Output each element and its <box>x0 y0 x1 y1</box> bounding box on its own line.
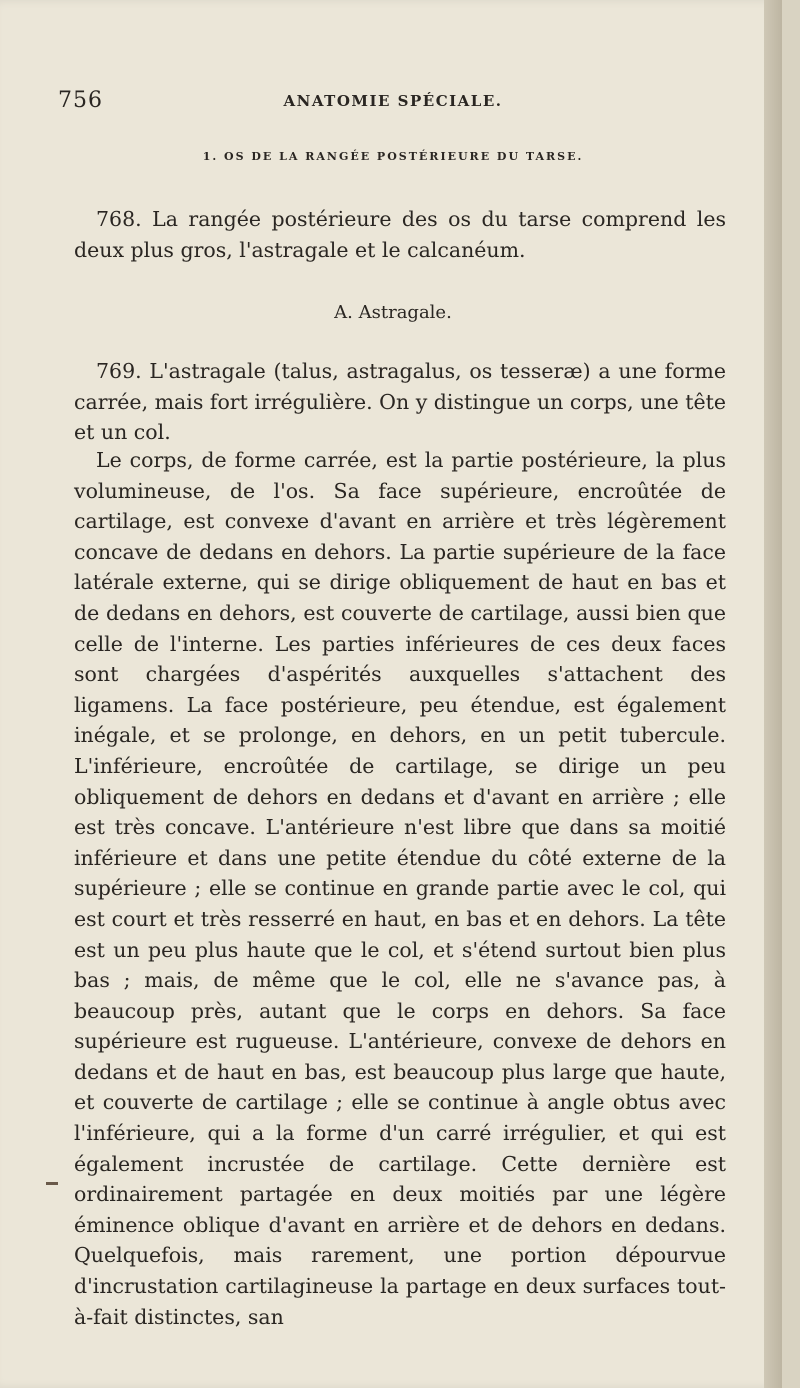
page-edge <box>764 0 782 1388</box>
page-number: 756 <box>58 88 103 113</box>
margin-mark <box>46 1182 58 1185</box>
paragraph-768: 768. La rangée postérieure des os du tarse comprend les deux plus gros, l'astragale et le calcanéum. <box>74 207 726 262</box>
subheading-astragale: A. Astragale. <box>334 302 452 323</box>
section-heading: 1. OS DE LA RANGÉE POSTÉRIEURE DU TARSE. <box>202 150 584 163</box>
running-title: ANATOMIE SPÉCIALE. <box>283 92 503 110</box>
paragraph-769: 769. L'astragale (talus, astragalus, os tesseræ) a une forme carrée, mais fort irrégulière. On y distingue un corps, une tête et un col. <box>74 359 726 445</box>
page-header <box>58 88 728 116</box>
paragraph-corps: Le corps, de forme carrée, est la partie postérieure, la plus volumineuse, de l'os. Sa face supérieure, encroûtée de cartilage, est convexe d'avant en arrière et très légèrement concave de dedans en dehors. La partie supérieure de la face latérale externe, qui se dirige obliquement de haut en bas et de dedans en dehors, est couverte de cartilage, aussi bien que celle de l'interne. Les parties inférieures de ces deux faces sont chargées d'aspérités auxquelles s'attachent des ligamens. La face postérieure, peu étendue, est également inégale, et se prolonge, en dehors, en un petit tubercule. L'inférieure, encroûtée de cartilage, se dirige un peu obliquement de dehors en dedans et d'avant en arrière ; elle est très concave. L'antérieure n'est libre que dans sa moitié inférieure et dans une petite étendue du côté externe de la supérieure ; elle se continue en grande partie avec le col, qui est court et très resserré en haut, en bas et en dehors. La tête est un peu plus haute que le col, et s'étend surtout bien plus bas ; mais, de même que le col, elle ne s'avance pas, à beaucoup près, autant que le corps en dehors. Sa face supérieure est rugueuse. L'antérieure, convexe de dehors en dedans et de haut en bas, est beaucoup plus large que haute, et couverte de cartilage ; elle se continue à angle obtus avec l'inférieure, qui a la forme d'un carré irrégulier, et qui est également incrustée de cartilage. Cette dernière est ordinairement partagée en deux moitiés par une légère éminence oblique d'avant en arrière et de dehors en dedans. Quelquefois, mais rarement, une portion dépourvue d'incrustation cartilagineuse la partage en deux surfaces tout-à-fait distinctes, san <box>74 448 726 1329</box>
